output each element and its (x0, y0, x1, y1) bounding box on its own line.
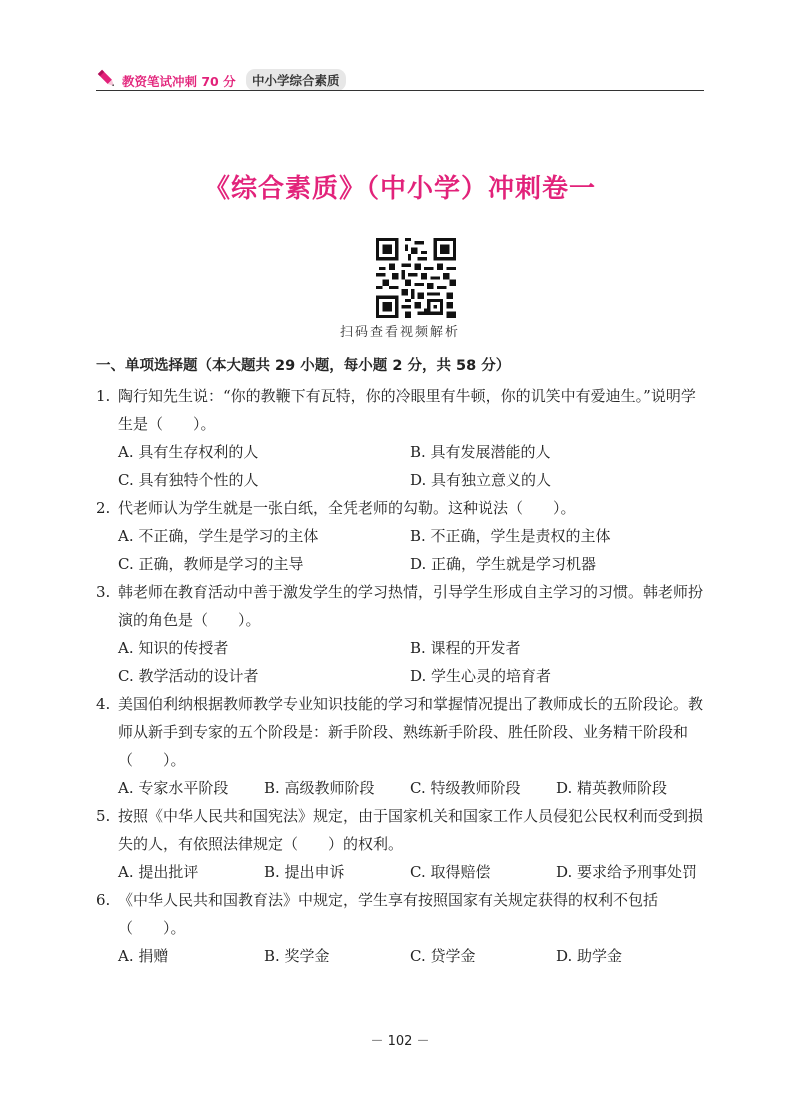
question-text: 陶行知先生说：“你的教鞭下有瓦特，你的冷眼里有牛顿，你的讥笑中有爱迪生。”说明学生是（ ）。 (118, 387, 696, 433)
section-heading: 一、单项选择题（本大题共 29 小题，每小题 2 分，共 58 分） (96, 358, 511, 374)
option-b[interactable]: B. 提出申诉 (264, 863, 345, 881)
option-d[interactable]: D. 要求给予刑事处罚 (556, 863, 698, 881)
options (96, 634, 708, 690)
option-b[interactable]: B. 课程的开发者 (410, 639, 521, 657)
question-text: 美国伯利纳根据教师教学专业知识技能的学习和掌握情况提出了教师成长的五阶段论。教师从新手到专家的五个阶段是：新手阶段、熟练新手阶段、胜任阶段、业务精干阶段和（ ）。 (118, 695, 704, 769)
options (96, 438, 708, 494)
option-b[interactable]: B. 不正确，学生是责权的主体 (410, 527, 611, 545)
option-a[interactable]: A. 捐赠 (118, 947, 169, 965)
question-stem (96, 886, 708, 942)
question-number: 3. (96, 583, 111, 601)
option-c[interactable]: C. 特级教师阶段 (410, 779, 521, 797)
question-number: 5. (96, 807, 111, 825)
option-d[interactable]: D. 精英教师阶段 (556, 779, 668, 797)
options (96, 858, 708, 886)
series-title: 教资笔试冲刺 70 分 (122, 74, 236, 89)
options (96, 942, 708, 970)
option-a[interactable]: A. 提出批评 (118, 863, 199, 881)
option-c[interactable]: C. 具有独特个性的人 (118, 471, 259, 489)
option-a[interactable]: A. 知识的传授者 (118, 639, 229, 657)
question-stem (96, 382, 708, 438)
option-c[interactable]: C. 正确，教师是学习的主导 (118, 555, 304, 573)
qr-code[interactable] (376, 238, 456, 318)
page-title: 《综合素质》（中小学）冲刺卷一 (203, 174, 596, 204)
option-a[interactable]: A. 不正确，学生是学习的主体 (118, 527, 319, 545)
option-d[interactable]: D. 具有独立意义的人 (410, 471, 552, 489)
page-header (96, 68, 704, 92)
question-text: 按照《中华人民共和国宪法》规定，由于国家机关和国家工作人员侵犯公民权利而受到损失的人，有依照法律规定（ ）的权利。 (118, 807, 704, 853)
option-d[interactable]: D. 正确，学生就是学习机器 (410, 555, 597, 573)
question-number: 4. (96, 695, 111, 713)
option-c[interactable]: C. 教学活动的设计者 (118, 667, 259, 685)
option-a[interactable]: A. 专家水平阶段 (118, 779, 229, 797)
option-d[interactable]: D. 学生心灵的培育者 (410, 667, 552, 685)
question-text: 《中华人民共和国教育法》中规定，学生享有按照国家有关规定获得的权利不包括（ ）。 (118, 891, 659, 937)
question-1 (96, 382, 708, 494)
question-stem (96, 578, 708, 634)
options (96, 774, 708, 802)
option-b[interactable]: B. 具有发展潜能的人 (410, 443, 551, 461)
option-c[interactable]: C. 贷学金 (410, 947, 476, 965)
header-divider (96, 90, 704, 91)
option-d[interactable]: D. 助学金 (556, 947, 623, 965)
question-2 (96, 494, 708, 578)
qr-caption: 扫码查看视频解析 (339, 325, 460, 340)
subject-badge: 中小学综合素质 (246, 69, 346, 91)
options (96, 522, 708, 578)
option-c[interactable]: C. 取得赔偿 (410, 863, 491, 881)
question-stem (96, 494, 708, 522)
question-stem (96, 802, 708, 858)
question-3 (96, 578, 708, 690)
option-b[interactable]: B. 奖学金 (264, 947, 330, 965)
question-6 (96, 886, 708, 970)
question-stem (96, 690, 708, 774)
question-number: 2. (96, 499, 111, 517)
option-a[interactable]: A. 具有生存权利的人 (118, 443, 259, 461)
question-text: 韩老师在教育活动中善于激发学生的学习热情，引导学生形成自主学习的习惯。韩老师扮演的角色是（ ）。 (118, 583, 704, 629)
question-list (96, 352, 708, 970)
question-text: 代老师认为学生就是一张白纸，全凭老师的勾勒。这种说法（ ）。 (118, 499, 576, 517)
pencil-icon (96, 68, 118, 90)
page-number: － 102 － (370, 1034, 430, 1049)
question-number: 1. (96, 387, 111, 405)
question-4 (96, 690, 708, 802)
question-number: 6. (96, 891, 111, 909)
option-b[interactable]: B. 高级教师阶段 (264, 779, 375, 797)
question-5 (96, 802, 708, 886)
